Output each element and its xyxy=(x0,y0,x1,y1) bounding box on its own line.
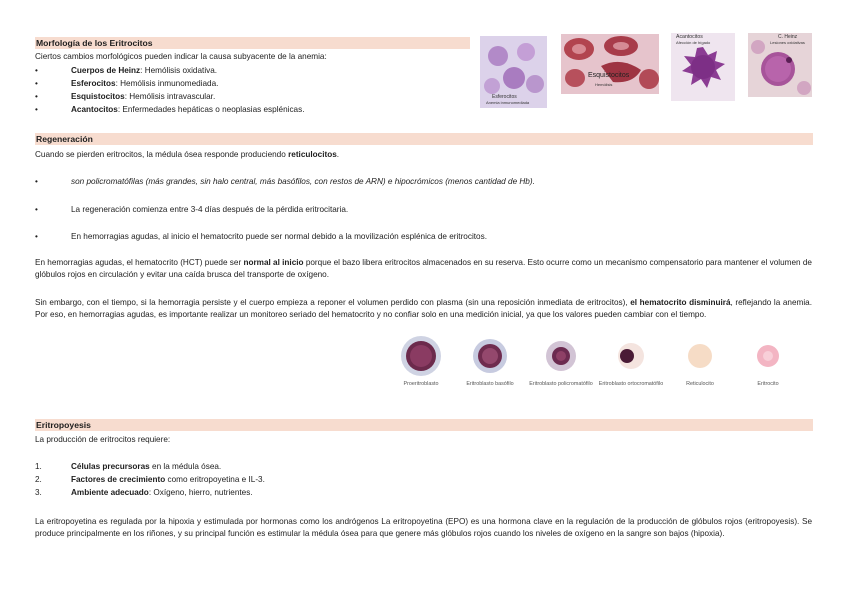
stage-label: Proeritroblasto xyxy=(403,381,439,387)
term-desc: como eritropoyetina e IL-3. xyxy=(165,475,265,484)
para-text: En hemorragias agudas, el hematocrito (HCT) puede ser xyxy=(35,258,244,267)
item-number: 1. xyxy=(35,462,42,471)
term: Esquistocitos xyxy=(71,92,125,101)
intro-end: . xyxy=(336,150,340,159)
photo-caption: C. Heinz xyxy=(778,34,798,40)
term-desc: : Oxígeno, hierro, nutrientes. xyxy=(148,488,253,497)
photo-subcaption: Hemólisis xyxy=(595,82,613,87)
list-item xyxy=(35,177,535,187)
bullet: • xyxy=(35,105,38,114)
list-item xyxy=(35,475,265,485)
bullet: • xyxy=(35,232,38,241)
photo-subcaption: Anemia inmunomediada xyxy=(486,100,530,105)
bullet-text: En hemorragias agudas, al inicio el hematocrito puede ser normal debido a la movilización esplénica de eritrocitos. xyxy=(71,232,487,241)
bullet: • xyxy=(35,92,38,101)
stage-label: Reticulocito xyxy=(686,381,714,387)
section-header-regeneracion: Regeneración xyxy=(35,133,813,145)
term-desc: : Hemólisis intravascular. xyxy=(124,92,216,101)
photo-subcaption: Lesiones oxidativas xyxy=(770,40,805,45)
bullet: • xyxy=(35,177,38,186)
term-desc: : Hemólisis oxidativa. xyxy=(140,66,218,75)
morfologia-intro: Ciertos cambios morfológicos pueden indicar la causa subyacente de la anemia: xyxy=(35,52,327,61)
term-desc: : Enfermedades hepáticas o neoplasias esplénicas. xyxy=(117,105,305,114)
stage-label: Eritroblasto ortocromatófilo xyxy=(598,381,664,387)
list-item xyxy=(35,92,216,102)
para-bold: el hematocrito disminuirá xyxy=(630,298,731,307)
list-item xyxy=(35,488,253,498)
bullet: • xyxy=(35,66,38,75)
erythroid-maturation-diagram xyxy=(395,334,805,400)
stage-label: Eritroblasto basófilo xyxy=(466,381,514,387)
eritropoyesis-intro: La producción de eritrocitos requiere: xyxy=(35,435,171,444)
list-item xyxy=(35,232,487,242)
photo-caption: Acantocitos xyxy=(676,34,703,40)
bullet: • xyxy=(35,205,38,214)
esferocitos-photo xyxy=(480,36,547,108)
section-header-morfologia: Morfología de los Eritrocitos xyxy=(35,37,470,49)
list-item xyxy=(35,79,219,89)
para-text: , reflejando la anemia. Por eso, en hemorragias agudas, es importante realizar un monitoreo seriado del hematocrito y no confiar solo en una medición inicial, ya que los valores pueden cambiar con el tiempo. xyxy=(35,298,813,319)
term: Esferocitos xyxy=(71,79,116,88)
term: Factores de crecimiento xyxy=(71,475,166,484)
paragraph-hct-normal xyxy=(35,257,812,280)
item-number: 2. xyxy=(35,475,42,484)
reticulocito-cell xyxy=(688,344,712,368)
bullet-text: La regeneración comienza entre 3-4 días después de la pérdida eritrocitaria. xyxy=(71,205,349,214)
list-item xyxy=(35,105,305,115)
term-desc: en la médula ósea. xyxy=(149,462,222,471)
photo-subcaption: Afección de hígado xyxy=(676,40,711,45)
term: Cuerpos de Heinz xyxy=(71,66,141,75)
paragraph-hct-disminuye xyxy=(35,297,812,320)
stage-label: Eritroblasto policromatófilo xyxy=(529,381,593,387)
list-item xyxy=(35,66,218,76)
term-desc: : Hemólisis inmunomediada. xyxy=(115,79,219,88)
stage-label: Eritrocito xyxy=(757,381,779,387)
esquistocitos-photo xyxy=(561,34,659,94)
section-header-eritropoyesis: Eritropoyesis xyxy=(35,419,813,431)
ortocromatofilo-nucleus xyxy=(620,349,634,363)
term: Células precursoras xyxy=(71,462,150,471)
item-number: 3. xyxy=(35,488,42,497)
para-text: Sin embargo, con el tiempo, si la hemorragia persiste y el cuerpo empieza a reponer el volumen perdido con plasma (sin una reposición inmediata de eritrocitos), xyxy=(35,298,631,307)
bullet: • xyxy=(35,79,38,88)
list-item xyxy=(35,462,222,472)
term: Acantocitos xyxy=(71,105,118,114)
photo-caption: Esferocitos xyxy=(492,94,517,100)
regeneracion-intro xyxy=(35,150,339,160)
cuerpos-heinz-photo xyxy=(748,33,812,97)
photo-caption: Esquistocitos xyxy=(588,72,630,79)
intro-text: Cuando se pierden eritrocitos, la médula ósea responde produciendo xyxy=(35,150,289,159)
bullet-text: son policromatófilas (más grandes, sin halo central, más basófilos, con restos de ARN) e hipocrómicos (menos cantidad de Hb). xyxy=(71,177,535,186)
para-text: porque el bazo libera eritrocitos almacenados en su reserva. Esto ocurre como un mecanismo compensatorio para mantener el volumen de glóbulos rojos en circulación y evitar una caída brusca del transporte de oxígeno. xyxy=(35,258,812,279)
list-item xyxy=(35,205,349,215)
para-bold: normal al inicio xyxy=(243,258,304,267)
paragraph-epo: La eritropoyetina es regulada por la hipoxia y estimulada por hormonas como los andrógenos La eritropoyetina (EPO) es una hormona clave en la regulación de la producción de glóbulos rojos (eritropoyesis). Se produce principalmente en los riñones, y su principal función es estimular la médula ósea para que genere más glóbulos rojos cuando los niveles de oxígeno en la sangre son bajos (hipoxia). xyxy=(35,517,812,538)
intro-bold: reticulocitos xyxy=(288,150,337,159)
maturation-cells xyxy=(395,334,805,378)
term: Ambiente adecuado xyxy=(71,488,149,497)
acantocitos-photo xyxy=(671,33,735,101)
